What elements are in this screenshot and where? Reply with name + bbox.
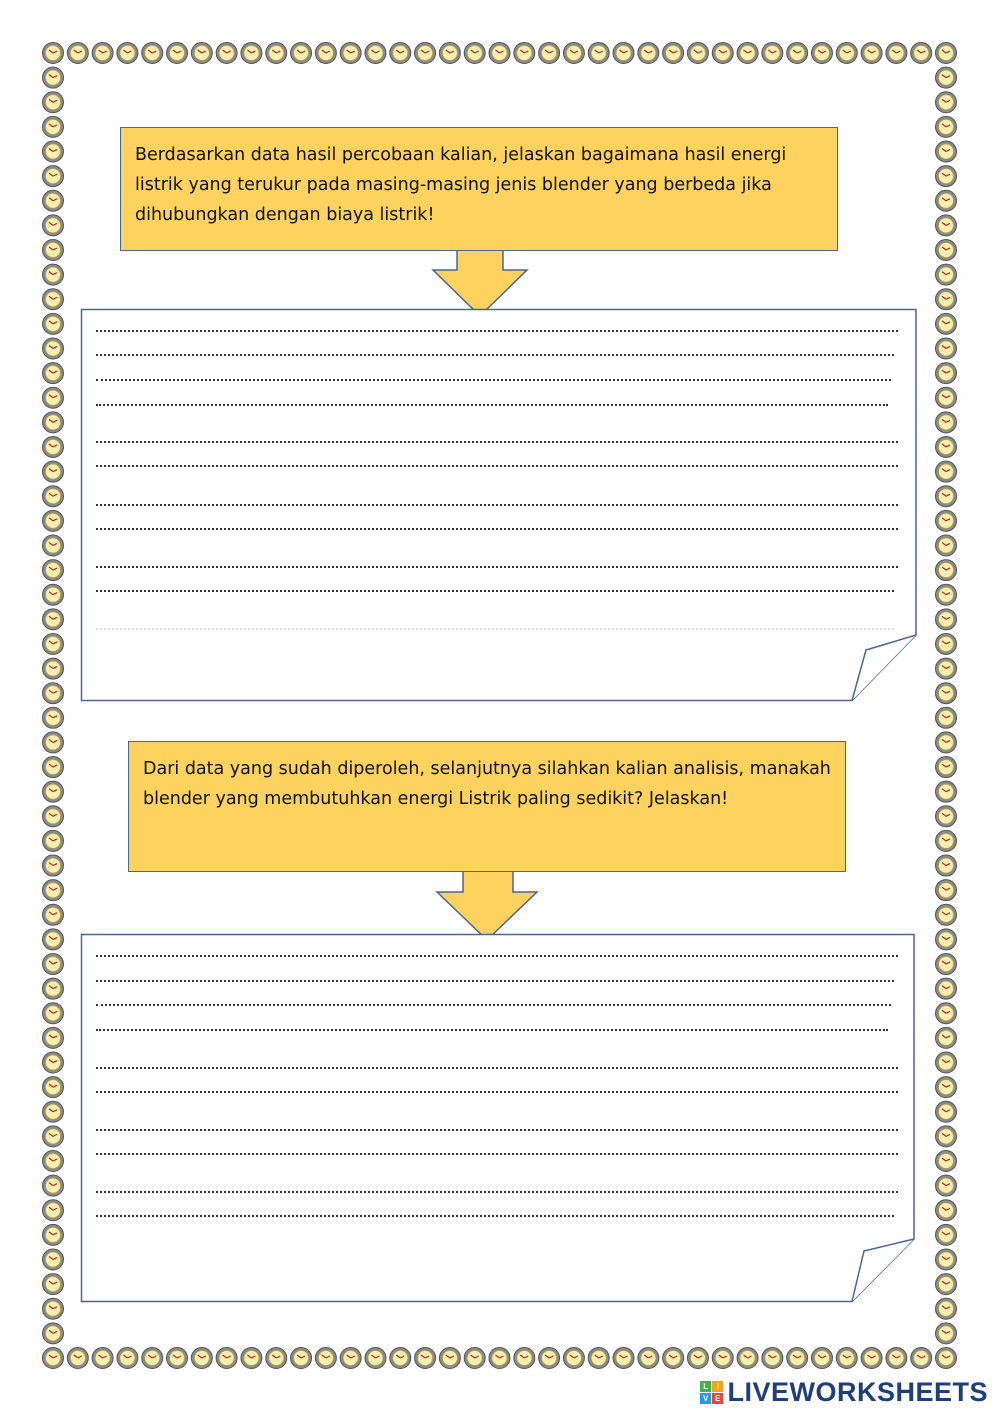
clock-icon [936,1151,957,1172]
clock-icon [563,43,584,64]
clock-icon [117,1348,138,1369]
clock-icon [936,239,957,260]
logo-letter: V [700,1393,711,1404]
logo-mark-icon [700,1381,723,1404]
question-1-box [120,127,838,251]
clock-icon [315,1348,336,1369]
clock-icon [936,92,957,113]
clock-icon [43,806,64,827]
answer-line[interactable] [96,955,898,957]
clock-icon [514,43,535,64]
clock-icon [687,43,708,64]
clock-icon [191,43,212,64]
clock-icon [936,1224,957,1245]
clock-icon [365,43,386,64]
clock-icon [613,1348,634,1369]
logo-letter: E [712,1393,723,1404]
clock-icon [43,633,64,654]
clock-icon [43,1052,64,1073]
clock-icon [936,929,957,950]
clock-icon [43,707,64,728]
answer-line[interactable] [96,1153,898,1155]
clock-icon [43,904,64,925]
clock-icon [936,560,957,581]
clock-icon [936,1298,957,1319]
clock-icon [365,1348,386,1369]
clock-icon [43,1126,64,1147]
clock-icon [936,1200,957,1221]
clock-icon [712,1348,733,1369]
clock-icon [43,880,64,901]
clock-icon [936,412,957,433]
clock-icon [43,387,64,408]
clock-icon [390,1348,411,1369]
clock-icon [43,1224,64,1245]
clock-icon [936,830,957,851]
answer-line[interactable] [96,590,894,592]
clock-icon [588,43,609,64]
clock-icon [43,289,64,310]
logo-letter: L [700,1381,711,1392]
clock-icon [936,338,957,359]
clock-icon [464,43,485,64]
liveworksheets-logo [700,1377,988,1408]
clock-icon [936,436,957,457]
clock-icon [43,1200,64,1221]
clock-icon [43,781,64,802]
clock-icon [43,1175,64,1196]
clock-icon [390,43,411,64]
clock-icon [936,67,957,88]
answer-line[interactable] [96,330,898,332]
clock-icon [191,1348,212,1369]
clock-icon [861,1348,882,1369]
clock-icon [340,43,361,64]
clock-icon [43,363,64,384]
clock-icon [936,633,957,654]
clock-icon [787,1348,808,1369]
clock-icon [43,584,64,605]
clock-icon [811,43,832,64]
clock-icon [43,609,64,630]
clock-icon [836,1348,857,1369]
clock-icon [911,1348,932,1369]
clock-icon [43,1249,64,1270]
clock-icon [936,486,957,507]
clock-icon [43,510,64,531]
clock-icon [142,1348,163,1369]
clock-icon [737,1348,758,1369]
clock-icon [936,855,957,876]
clock-icon [43,166,64,187]
clock-icon [886,43,907,64]
clock-icon [936,535,957,556]
clock-icon [936,880,957,901]
clock-icon [762,43,783,64]
clock-icon [836,43,857,64]
question-2-box [128,741,846,872]
clock-icon [936,707,957,728]
clock-icon [43,658,64,679]
clock-icon [43,1348,64,1369]
clock-icon [43,978,64,999]
clock-icon [291,1348,312,1369]
answer-line[interactable] [96,504,898,506]
clock-icon [936,954,957,975]
clock-icon [886,1348,907,1369]
clock-icon [936,461,957,482]
logo-letter: I [712,1381,723,1392]
answer-line[interactable] [96,528,898,530]
clock-icon [811,1348,832,1369]
clock-icon [43,264,64,285]
clock-icon [936,387,957,408]
clock-icon [43,830,64,851]
answer-line[interactable] [96,1215,894,1217]
clock-icon [712,43,733,64]
clock-icon [936,116,957,137]
clock-icon [167,1348,188,1369]
clock-icon [936,1274,957,1295]
clock-icon [43,757,64,778]
clock-icon [43,43,64,64]
clock-icon [936,363,957,384]
clock-icon [43,239,64,260]
clock-icon [167,43,188,64]
clock-icon [936,683,957,704]
clock-icon [43,1003,64,1024]
answer-line[interactable] [96,379,891,381]
clock-icon [936,289,957,310]
clock-icon [936,1052,957,1073]
clock-icon [936,1077,957,1098]
clock-icon [936,1027,957,1048]
clock-icon [43,732,64,753]
clock-icon [43,560,64,581]
question-2-text: Dari data yang sudah diperoleh, selanjutnya silahkan kalian analisis, manakah blender yang membutuhkan energi Listrik paling sedikit? Jelaskan! [143,759,831,809]
clock-icon [936,510,957,531]
clock-icon [43,141,64,162]
clock-icon [266,1348,287,1369]
clock-icon [43,1298,64,1319]
clock-icon [936,584,957,605]
clock-icon [43,116,64,137]
answer-line[interactable] [96,1091,898,1093]
answer-line[interactable] [96,628,894,630]
clock-icon [563,1348,584,1369]
clock-icon [936,190,957,211]
clock-icon [936,609,957,630]
clock-icon [92,1348,113,1369]
clock-icon [936,141,957,162]
clock-icon [663,1348,684,1369]
answer-line[interactable] [96,1129,898,1131]
clock-icon [936,1348,957,1369]
clock-icon [861,43,882,64]
brand-name: LIVEWORKSHEETS [727,1377,988,1407]
clock-icon [638,1348,659,1369]
clock-icon [43,855,64,876]
clock-icon [241,1348,262,1369]
clock-icon [340,1348,361,1369]
clock-icon [936,978,957,999]
clock-icon [291,43,312,64]
clock-icon [787,43,808,64]
clock-icon [43,92,64,113]
clock-icon [43,313,64,334]
clock-icon [936,757,957,778]
clock-icon [142,43,163,64]
clock-icon [936,658,957,679]
clock-icon [241,43,262,64]
clock-icon [936,1323,957,1344]
clock-icon [266,43,287,64]
answer-area-1[interactable] [80,308,920,702]
answer-line[interactable] [96,1191,898,1193]
clock-icon [43,412,64,433]
clock-icon [514,1348,535,1369]
answer-line[interactable] [96,1067,898,1069]
clock-icon [762,1348,783,1369]
clock-icon [216,43,237,64]
clock-icon [613,43,634,64]
clock-icon [489,43,510,64]
question-1-text: Berdasarkan data hasil percobaan kalian, jelaskan bagaimana hasil energi listrik yang terukur pada masing-masing jenis blender yang berbeda jika dihubungkan dengan biaya listrik! [135,145,787,225]
answer-line[interactable] [96,1004,891,1006]
clock-icon [43,436,64,457]
clock-icon [415,43,436,64]
clock-icon [67,43,88,64]
clock-icon [43,1274,64,1295]
clock-icon [489,1348,510,1369]
clock-icon [936,1003,957,1024]
clock-icon [936,1175,957,1196]
clock-icon [936,43,957,64]
clock-icon [539,43,560,64]
clock-icon [43,535,64,556]
clock-icon [464,1348,485,1369]
answer-line[interactable] [96,404,888,406]
answer-line[interactable] [96,980,894,982]
clock-icon [737,43,758,64]
clock-icon [911,43,932,64]
clock-icon [439,43,460,64]
clock-icon [439,1348,460,1369]
clock-icon [687,1348,708,1369]
clock-icon [415,1348,436,1369]
answer-line[interactable] [96,1029,888,1031]
clock-icon [43,67,64,88]
clock-icon [936,732,957,753]
clock-icon [43,215,64,236]
clock-icon [43,1101,64,1122]
clock-icon [936,166,957,187]
clock-icon [936,781,957,802]
clock-icon [43,1151,64,1172]
clock-icon [67,1348,88,1369]
clock-icon [43,190,64,211]
clock-icon [43,486,64,507]
clock-icon [315,43,336,64]
clock-icon [92,43,113,64]
answer-sheet-2-outline [80,933,920,1303]
clock-icon [588,1348,609,1369]
clock-icon [638,43,659,64]
clock-icon [43,1027,64,1048]
answer-line[interactable] [96,566,898,568]
clock-icon [43,929,64,950]
clock-icon [936,1101,957,1122]
clock-icon [936,1126,957,1147]
clock-icon [43,954,64,975]
answer-area-2[interactable] [80,933,920,1303]
clock-icon [43,461,64,482]
clock-icon [43,683,64,704]
clock-icon [663,43,684,64]
clock-icon [43,1077,64,1098]
clock-icon [936,215,957,236]
clock-icon [936,1249,957,1270]
clock-icon [936,313,957,334]
clock-icon [539,1348,560,1369]
clock-icon [936,264,957,285]
answer-line[interactable] [96,441,898,443]
clock-icon [43,338,64,359]
answer-line[interactable] [96,354,894,356]
clock-icon [216,1348,237,1369]
clock-icon [936,904,957,925]
answer-line[interactable] [96,465,898,467]
clock-icon [117,43,138,64]
clock-icon [936,806,957,827]
clock-icon [43,1323,64,1344]
